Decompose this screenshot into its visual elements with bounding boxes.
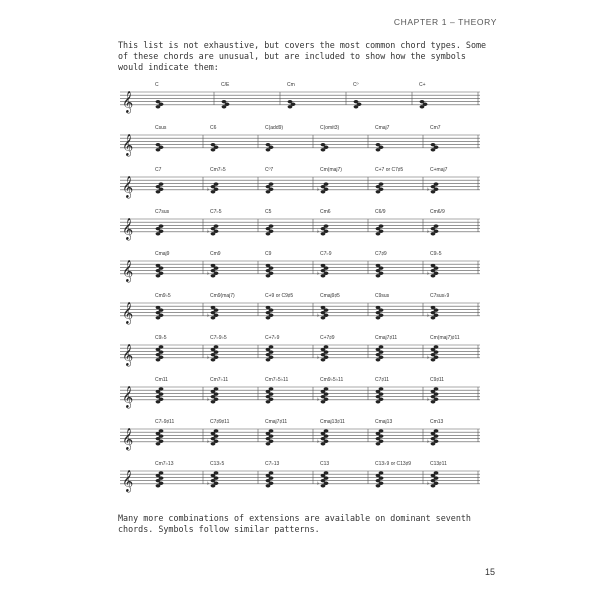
chord-symbol: C7♭13 bbox=[265, 461, 280, 467]
accidental-flat: ♭ bbox=[316, 185, 320, 193]
chord-symbol: Csus bbox=[155, 125, 167, 131]
note-head bbox=[222, 100, 227, 103]
note-head bbox=[379, 182, 384, 185]
chord-symbol: Cm9♭5 bbox=[155, 293, 171, 299]
chord-symbol: Cm11 bbox=[155, 377, 168, 383]
note-head bbox=[379, 429, 384, 432]
chord-symbol: Cmaj7♯11 bbox=[265, 419, 288, 425]
note-head bbox=[214, 182, 219, 185]
note-head bbox=[156, 143, 161, 146]
staff-row bbox=[120, 125, 480, 157]
note-head bbox=[434, 182, 439, 185]
note-head bbox=[211, 306, 216, 309]
chord-symbol: Cº bbox=[353, 82, 359, 88]
note-head bbox=[211, 143, 216, 146]
note-head bbox=[376, 143, 381, 146]
chord-symbol: C13♭5 bbox=[210, 461, 225, 467]
chord-symbol: C6 bbox=[210, 125, 217, 131]
note-head bbox=[156, 264, 161, 267]
note-head bbox=[156, 306, 161, 309]
chord-symbol: Cmaj7♯11 bbox=[375, 335, 398, 341]
accidental-flat: ♭ bbox=[316, 437, 320, 445]
note-head bbox=[376, 264, 381, 267]
accidental-flat: ♭ bbox=[316, 395, 320, 403]
chord-symbol: C/E bbox=[221, 82, 230, 88]
note-head bbox=[434, 429, 439, 432]
note-head bbox=[324, 224, 329, 227]
chord-symbol: C7♯9♯11 bbox=[210, 419, 230, 425]
page-number: 15 bbox=[484, 567, 495, 577]
chord-symbol: C7♭9♭5 bbox=[210, 335, 227, 341]
chord-symbol: Cmaj7 bbox=[375, 125, 390, 131]
chord-symbol: Cm6/9 bbox=[430, 209, 445, 215]
note-head bbox=[379, 224, 384, 227]
note-head bbox=[269, 182, 274, 185]
accidental-flat: ♭ bbox=[316, 353, 320, 361]
chord-symbol: C6/9 bbox=[375, 209, 386, 215]
chord-symbol: Cm9 bbox=[210, 251, 221, 257]
note-head bbox=[354, 100, 359, 103]
note-head bbox=[266, 143, 271, 146]
staff-row bbox=[120, 82, 480, 114]
note-head bbox=[321, 143, 326, 146]
accidental-flat: ♭ bbox=[206, 395, 210, 403]
accidental-flat: ♭ bbox=[426, 311, 430, 319]
note-head bbox=[379, 471, 384, 474]
note-head bbox=[269, 429, 274, 432]
note-head bbox=[159, 345, 164, 348]
note-head bbox=[159, 387, 164, 390]
staff-row bbox=[120, 167, 480, 199]
note-head bbox=[420, 100, 425, 103]
chord-symbol: C(omit3) bbox=[320, 125, 340, 131]
treble-clef-icon: 𝄞 bbox=[122, 217, 134, 240]
note-head bbox=[269, 224, 274, 227]
treble-clef-icon: 𝄞 bbox=[122, 343, 134, 366]
treble-clef-icon: 𝄞 bbox=[122, 259, 134, 282]
chord-symbol: Cm7♭5 bbox=[210, 167, 226, 173]
treble-clef-icon: 𝄞 bbox=[122, 133, 134, 156]
accidental-flat: ♭ bbox=[426, 185, 430, 193]
accidental-flat: ♭ bbox=[206, 227, 210, 235]
note-head bbox=[266, 306, 271, 309]
chapter-heading: CHAPTER 1 – THEORY bbox=[393, 17, 497, 27]
chord-symbol: C7 bbox=[155, 167, 162, 173]
note-head bbox=[159, 224, 164, 227]
note-head bbox=[324, 429, 329, 432]
note-head bbox=[321, 306, 326, 309]
chord-symbol: C9♭5 bbox=[155, 335, 167, 341]
accidental-flat: ♭ bbox=[206, 353, 210, 361]
note-head bbox=[434, 471, 439, 474]
chord-symbol: C13♭9 or C13♯9 bbox=[375, 461, 411, 467]
note-head bbox=[159, 429, 164, 432]
note-head bbox=[379, 387, 384, 390]
note-head bbox=[214, 471, 219, 474]
chord-symbol: C7sus bbox=[155, 209, 170, 215]
chord-symbol: C7♭9 bbox=[320, 251, 332, 257]
chord-symbol: Cm7♭11 bbox=[210, 377, 229, 383]
staff-row bbox=[120, 209, 480, 241]
chord-symbol: C+ bbox=[419, 82, 426, 88]
chord-symbol: Cº7 bbox=[265, 167, 274, 173]
treble-clef-icon: 𝄞 bbox=[122, 469, 134, 492]
accidental-flat: ♭ bbox=[426, 437, 430, 445]
note-head bbox=[324, 182, 329, 185]
staff-row bbox=[120, 293, 480, 325]
note-head bbox=[431, 143, 436, 146]
chord-symbol: Cm9♭5♭11 bbox=[320, 377, 344, 383]
note-head bbox=[269, 387, 274, 390]
note-head bbox=[324, 387, 329, 390]
chord-symbol: C(add9) bbox=[265, 125, 284, 131]
chord-symbol: Cm7♭13 bbox=[155, 461, 174, 467]
accidental-flat: ♭ bbox=[316, 227, 320, 235]
note-head bbox=[324, 345, 329, 348]
intro-paragraph: This list is not exhaustive, but covers the most common chord types. Some of these chords are unusual, but are included to show how the symbols would indicate them: bbox=[118, 40, 487, 72]
chord-symbol: Cm bbox=[287, 82, 295, 88]
chord-symbol: C+7♯9 bbox=[320, 335, 335, 341]
note-head bbox=[431, 306, 436, 309]
chord-symbol: Cmaj13 bbox=[375, 419, 393, 425]
chord-symbol: C9♯11 bbox=[430, 377, 445, 383]
staff-row bbox=[120, 251, 480, 283]
chord-symbol: C bbox=[155, 82, 159, 88]
outro-paragraph: Many more combinations of extensions are available on dominant seventh chords. Symbols follow similar patterns. bbox=[118, 513, 471, 534]
accidental-flat: ♭ bbox=[426, 227, 430, 235]
chord-symbol: Cm6 bbox=[320, 209, 331, 215]
accidental-flat: ♭ bbox=[426, 353, 430, 361]
note-head bbox=[214, 387, 219, 390]
note-head bbox=[324, 471, 329, 474]
chord-symbol: Cm9(maj7) bbox=[210, 293, 235, 299]
staff-row bbox=[120, 335, 480, 367]
staff-row bbox=[120, 461, 480, 493]
chord-symbol: C9 bbox=[265, 251, 272, 257]
chord-symbol: C7♯9 bbox=[375, 251, 387, 257]
chord-symbol: C7sus♭9 bbox=[430, 293, 450, 299]
treble-clef-icon: 𝄞 bbox=[122, 301, 134, 324]
chord-symbol: C13♯11 bbox=[430, 461, 447, 467]
note-head bbox=[269, 471, 274, 474]
chord-symbol: C+7♭9 bbox=[265, 335, 280, 341]
note-head bbox=[269, 345, 274, 348]
accidental-flat: ♭ bbox=[426, 479, 430, 487]
chord-symbol: C9♭5 bbox=[430, 251, 442, 257]
chord-symbol: Cmaj9 bbox=[155, 251, 170, 257]
chord-symbol: C5 bbox=[265, 209, 272, 215]
note-head bbox=[159, 471, 164, 474]
chord-symbol: Cm7♭5♭11 bbox=[265, 377, 289, 383]
accidental-flat: ♭ bbox=[426, 395, 430, 403]
treble-clef-icon: 𝄞 bbox=[122, 90, 134, 113]
note-head bbox=[376, 306, 381, 309]
accidental-flat: ♭ bbox=[316, 479, 320, 487]
chord-symbol: C7♭5 bbox=[210, 209, 222, 215]
chord-symbol: Cmaj13♯11 bbox=[320, 419, 345, 425]
note-head bbox=[214, 345, 219, 348]
accidental-flat: ♭ bbox=[206, 437, 210, 445]
note-head bbox=[214, 224, 219, 227]
accidental-flat: ♭ bbox=[206, 269, 210, 277]
note-head bbox=[211, 264, 216, 267]
note-head bbox=[214, 429, 219, 432]
chord-symbol: C+maj7 bbox=[430, 167, 448, 173]
chord-symbol: C7♯11 bbox=[375, 377, 390, 383]
treble-clef-icon: 𝄞 bbox=[122, 385, 134, 408]
chord-symbol: C+9 or C9♯5 bbox=[265, 293, 294, 299]
staff-row bbox=[120, 419, 480, 451]
note-head bbox=[159, 182, 164, 185]
chord-symbol: C9sus bbox=[375, 293, 390, 299]
note-head bbox=[379, 345, 384, 348]
accidental-flat: ♭ bbox=[316, 311, 320, 319]
chord-symbol: Cm(maj7)♯11 bbox=[430, 335, 460, 341]
note-head bbox=[156, 100, 161, 103]
note-head bbox=[431, 264, 436, 267]
chord-symbol: C7♭9♯11 bbox=[155, 419, 175, 425]
chord-symbol: Cm(maj7) bbox=[320, 167, 342, 173]
chord-symbol: Cm13 bbox=[430, 419, 444, 425]
note-head bbox=[434, 387, 439, 390]
treble-clef-icon: 𝄞 bbox=[122, 427, 134, 450]
accidental-flat: ♭ bbox=[206, 185, 210, 193]
staff-row bbox=[120, 377, 480, 409]
chord-symbol: C13 bbox=[320, 461, 330, 467]
note-head bbox=[321, 264, 326, 267]
accidental-flat: ♭ bbox=[206, 479, 210, 487]
note-head bbox=[434, 224, 439, 227]
note-head bbox=[266, 264, 271, 267]
chord-symbol: Cmaj9♯5 bbox=[320, 293, 340, 299]
treble-clef-icon: 𝄞 bbox=[122, 175, 134, 198]
accidental-flat: ♭ bbox=[316, 269, 320, 277]
accidental-flat: ♭ bbox=[206, 311, 210, 319]
chord-symbol: C+7 or C7♯5 bbox=[375, 167, 404, 173]
note-head bbox=[288, 100, 293, 103]
chord-symbol: Cm7 bbox=[430, 125, 441, 131]
accidental-flat: ♭ bbox=[426, 269, 430, 277]
note-head bbox=[434, 345, 439, 348]
